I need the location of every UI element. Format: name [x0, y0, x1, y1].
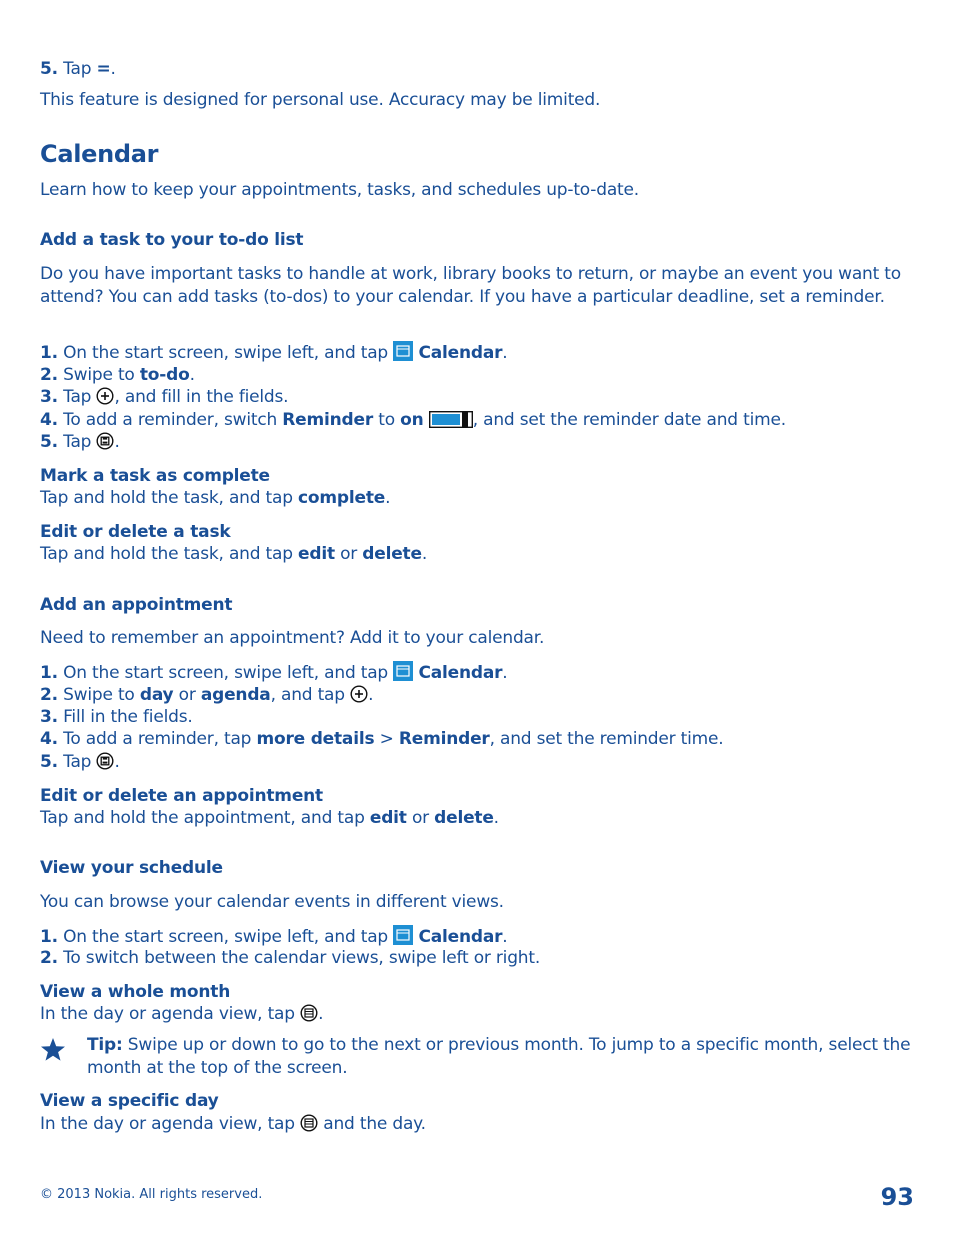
- step-number: 4.: [40, 729, 58, 749]
- step-text: Tap: [63, 59, 97, 79]
- subheading-day: View a specific day: [40, 1091, 219, 1111]
- step-number: 4.: [40, 410, 58, 430]
- step-text: to: [373, 410, 401, 430]
- step-text: Swipe to: [57, 685, 140, 705]
- step-end: , and fill in the fields.: [114, 387, 289, 407]
- todo-step-5: [40, 431, 120, 454]
- calendar-link[interactable]: Calendar: [418, 927, 503, 947]
- disclaimer: This feature is designed for personal use. Accuracy may be limited.: [40, 90, 601, 110]
- on-label: on: [400, 410, 424, 430]
- step-end: .: [502, 663, 508, 683]
- todo-step-3: [40, 386, 288, 409]
- step-text: To switch between the calendar views, swipe left or right.: [57, 948, 541, 968]
- tip-body: Swipe up or down to go to the next or previous month. To jump to a specific month, select the month at the top of the screen.: [87, 1035, 911, 1078]
- step-number: 5.: [40, 432, 58, 452]
- todo-step-1: [40, 341, 508, 365]
- step-text: Tap: [57, 752, 97, 772]
- toggle-switch-icon[interactable]: [429, 411, 473, 428]
- step-text: To add a reminder, switch: [57, 410, 283, 430]
- month-text: [40, 1003, 323, 1026]
- text-end: .: [421, 544, 428, 564]
- step-end: , and set the reminder time.: [489, 729, 724, 749]
- step-end: .: [368, 685, 374, 705]
- day-pivot[interactable]: day: [139, 685, 174, 705]
- body-text: Tap and hold the task, and tap: [40, 544, 299, 564]
- appt-step-1: [40, 661, 508, 685]
- step-end: .: [114, 752, 120, 772]
- equals-symbol: =: [96, 59, 111, 79]
- edit-appt-text: [40, 807, 499, 830]
- delete-option[interactable]: delete: [362, 544, 422, 564]
- step-number: 1.: [40, 663, 58, 683]
- calendar-tile-icon: [393, 341, 413, 361]
- step-number: 5.: [40, 59, 58, 79]
- complete-option[interactable]: complete: [298, 488, 386, 508]
- appt-step-2: [40, 684, 373, 707]
- schedule-body: You can browse your calendar events in different views.: [40, 892, 504, 912]
- schedule-step-1: [40, 925, 508, 949]
- save-circle-icon[interactable]: [96, 432, 114, 450]
- step-5-line: [40, 58, 116, 81]
- edit-option[interactable]: edit: [298, 544, 335, 564]
- text-end: .: [493, 808, 499, 828]
- step-number: 5.: [40, 752, 58, 772]
- subheading-complete: Mark a task as complete: [40, 466, 270, 486]
- step-text: On the start screen, swipe left, and tap: [57, 343, 394, 363]
- appt-step-4: [40, 728, 723, 751]
- edit-task-text: [40, 543, 427, 566]
- body-text: Tap and hold the task, and tap: [40, 488, 299, 508]
- calendar-tile-icon: [393, 661, 413, 681]
- month-view-icon[interactable]: [300, 1004, 318, 1022]
- step-number: 1.: [40, 343, 58, 363]
- step-end: .: [114, 432, 120, 452]
- body-text: or: [406, 808, 435, 828]
- appt-step-3: [40, 706, 193, 729]
- step-text: or: [173, 685, 201, 705]
- add-circle-icon[interactable]: [350, 685, 368, 703]
- step-number: 2.: [40, 948, 58, 968]
- to-do-pivot[interactable]: to-do: [139, 365, 190, 385]
- tip-label: Tip:: [87, 1035, 123, 1055]
- subheading-edit-appointment: Edit or delete an appointment: [40, 786, 323, 806]
- step-text: To add a reminder, tap: [57, 729, 257, 749]
- section-heading-todo: Add a task to your to-do list: [40, 230, 304, 250]
- todo-step-2: [40, 364, 195, 387]
- step-number: 2.: [40, 685, 58, 705]
- delete-option[interactable]: delete: [434, 808, 494, 828]
- add-circle-icon[interactable]: [96, 387, 114, 405]
- step-text: Tap: [57, 432, 97, 452]
- schedule-step-2: [40, 947, 540, 970]
- star-icon: [40, 1037, 66, 1062]
- save-circle-icon[interactable]: [96, 752, 114, 770]
- step-text: Tap: [57, 387, 97, 407]
- step-text: On the start screen, swipe left, and tap: [57, 927, 394, 947]
- agenda-pivot[interactable]: agenda: [200, 685, 271, 705]
- calendar-link[interactable]: Calendar: [418, 343, 503, 363]
- body-text: or: [334, 544, 363, 564]
- body-text: Tap and hold the appointment, and tap: [40, 808, 370, 828]
- step-number: 2.: [40, 365, 58, 385]
- step-number: 3.: [40, 707, 58, 727]
- subheading-month: View a whole month: [40, 982, 231, 1002]
- calendar-intro: Learn how to keep your appointments, tasks, and schedules up-to-date.: [40, 180, 639, 200]
- day-text: [40, 1113, 426, 1136]
- step-number: 1.: [40, 927, 58, 947]
- page-number: 93: [880, 1183, 914, 1211]
- section-heading-schedule: View your schedule: [40, 858, 223, 878]
- body-text: In the day or agenda view, tap: [40, 1114, 301, 1134]
- month-view-icon[interactable]: [300, 1114, 318, 1132]
- edit-option[interactable]: edit: [369, 808, 407, 828]
- step-text: Swipe to: [57, 365, 140, 385]
- page-title: Calendar: [40, 140, 159, 168]
- step-end: .: [189, 365, 195, 385]
- text-end: and the day.: [318, 1114, 426, 1134]
- step-text: Fill in the fields.: [57, 707, 193, 727]
- step-text: On the start screen, swipe left, and tap: [57, 663, 394, 683]
- text-end: .: [385, 488, 391, 508]
- text-end: .: [318, 1004, 324, 1024]
- step-text: , and tap: [270, 685, 351, 705]
- body-text: In the day or agenda view, tap: [40, 1004, 301, 1024]
- copyright: © 2013 Nokia. All rights reserved.: [40, 1187, 263, 1202]
- step-end: , and set the reminder date and time.: [472, 410, 786, 430]
- subheading-edit-task: Edit or delete a task: [40, 522, 231, 542]
- calendar-tile-icon: [393, 925, 413, 945]
- section-heading-appointment: Add an appointment: [40, 595, 233, 615]
- appt-step-5: [40, 751, 120, 774]
- todo-body: Do you have important tasks to handle at work, library books to return, or maybe an event you want to attend? You can add tasks (to-dos) to your calendar. If you have a particular deadline, set a reminder.: [40, 264, 901, 307]
- step-end: .: [110, 59, 116, 79]
- reminder-option[interactable]: Reminder: [398, 729, 490, 749]
- tip-text: [87, 1034, 917, 1080]
- step-text: >: [374, 729, 399, 749]
- appointment-body: Need to remember an appointment? Add it to your calendar.: [40, 628, 545, 648]
- more-details-option[interactable]: more details: [256, 729, 375, 749]
- step-end: .: [502, 343, 508, 363]
- step-number: 3.: [40, 387, 58, 407]
- calendar-link[interactable]: Calendar: [418, 663, 503, 683]
- step-end: .: [502, 927, 508, 947]
- todo-step-4: [40, 409, 786, 432]
- complete-text: [40, 487, 390, 510]
- reminder-setting[interactable]: Reminder: [282, 410, 374, 430]
